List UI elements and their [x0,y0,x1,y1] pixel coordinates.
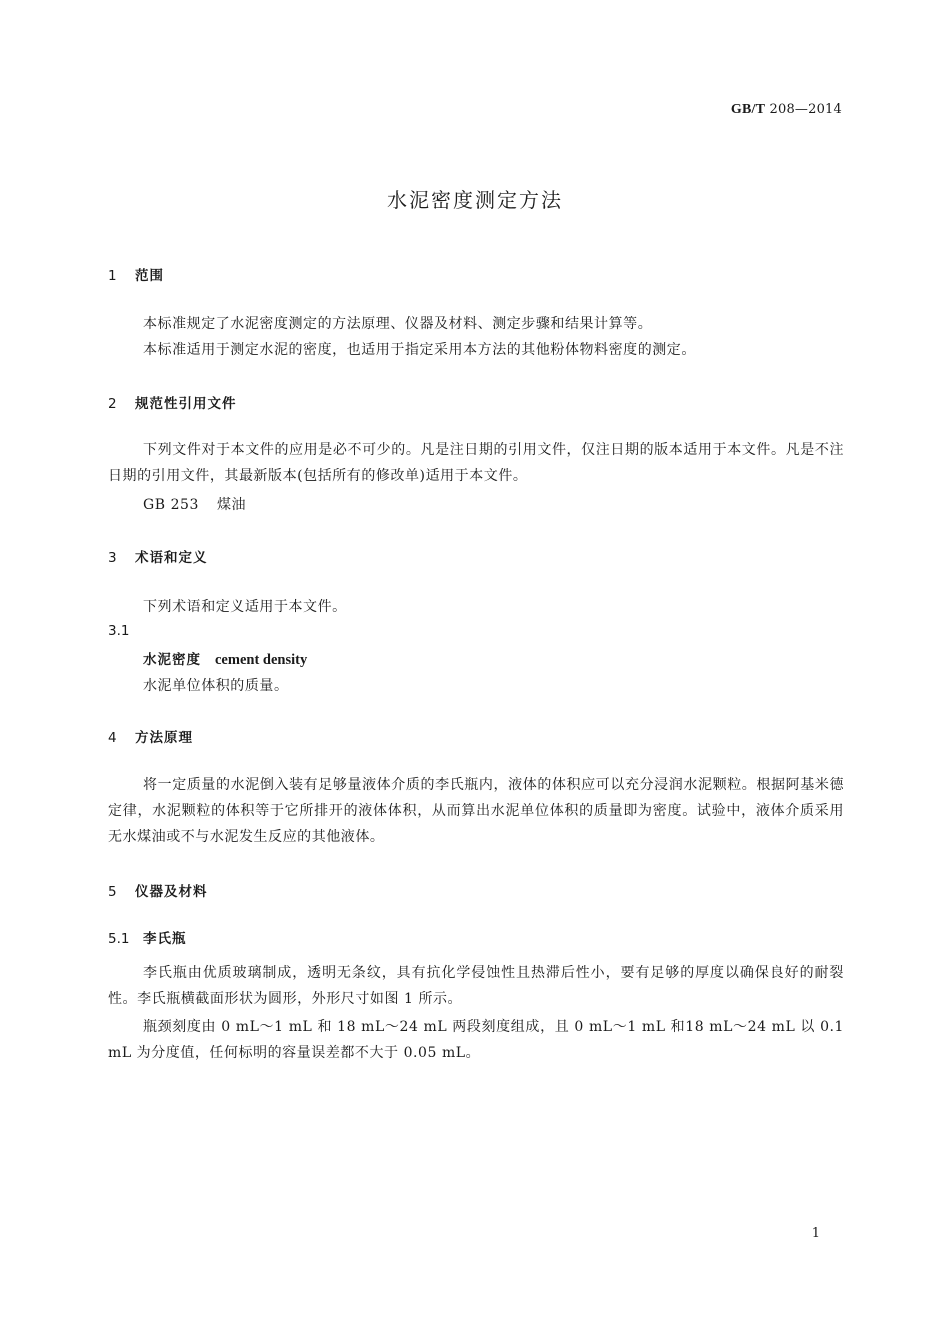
section-number: 1 [108,268,117,284]
paragraph: 下列术语和定义适用于本文件。 [143,599,347,615]
section-number: 4 [108,730,117,746]
section-1-heading [108,264,164,284]
paragraph: 本标准适用于测定水泥的密度，也适用于指定采用本方法的其他粉体物料密度的测定。 [143,342,696,358]
section-title: 术语和定义 [135,550,208,566]
section-4-heading [108,726,193,746]
standard-number: 208—2014 [769,102,842,117]
section-title: 范围 [135,268,164,284]
paragraph: 瓶颈刻度由 0 mL～1 mL 和 18 mL～24 mL 两段刻度组成，且 0 mL～1 mL 和18 mL～24 mL 以 0.1 mL 为分度值，任何标明的容量误差都不大于 0.05 mL。 [108,1019,844,1061]
term-name [143,648,307,669]
term-definition: 水泥单位体积的质量。 [143,678,289,694]
paragraph: 本标准规定了水泥密度测定的方法原理、仪器及材料、测定步骤和结果计算等。 [143,316,653,332]
term-number: 3.1 [108,623,130,639]
paragraph: 下列文件对于本文件的应用是必不可少的。凡是注日期的引用文件，仅注日期的版本适用于本文件。凡是不注日期的引用文件，其最新版本(包括所有的修改单)适用于本文件。 [108,442,844,484]
standard-code [731,102,842,118]
document-title: 水泥密度测定方法 [387,188,563,212]
section-number: 5 [108,884,117,900]
subsection-5-1-heading [108,927,187,947]
section-title: 仪器及材料 [135,884,208,900]
section-5-heading [108,880,208,900]
section-title: 方法原理 [135,730,193,746]
subsection-title: 李氏瓶 [143,931,187,947]
standard-prefix: GB/T [730,102,766,117]
paragraph: 李氏瓶由优质玻璃制成，透明无条纹，具有抗化学侵蚀性且热滞后性小，要有足够的厚度以确保良好的耐裂性。李氏瓶横截面形状为圆形，外形尺寸如图 1 所示。 [108,965,844,1007]
section-title: 规范性引用文件 [135,396,237,412]
term-zh: 水泥密度 [143,652,201,668]
reference-title: 煤油 [216,497,247,513]
page-number: 1 [811,1226,820,1241]
paragraph: 将一定质量的水泥倒入装有足够量液体介质的李氏瓶内，液体的体积应可以充分浸润水泥颗粒。根据阿基米德定律，水泥颗粒的体积等于它所排开的液体体积，从而算出水泥单位体积的质量即为密度。试验中，液体介质采用无水煤油或不与水泥发生反应的其他液体。 [108,777,844,845]
normative-reference [143,494,246,514]
section-2-heading [108,392,237,412]
subsection-number: 5.1 [108,931,130,947]
reference-code: GB 253 [143,497,199,513]
term-en: cement density [215,652,308,668]
section-number: 2 [108,396,117,412]
section-3-heading [108,546,208,566]
section-number: 3 [108,550,117,566]
